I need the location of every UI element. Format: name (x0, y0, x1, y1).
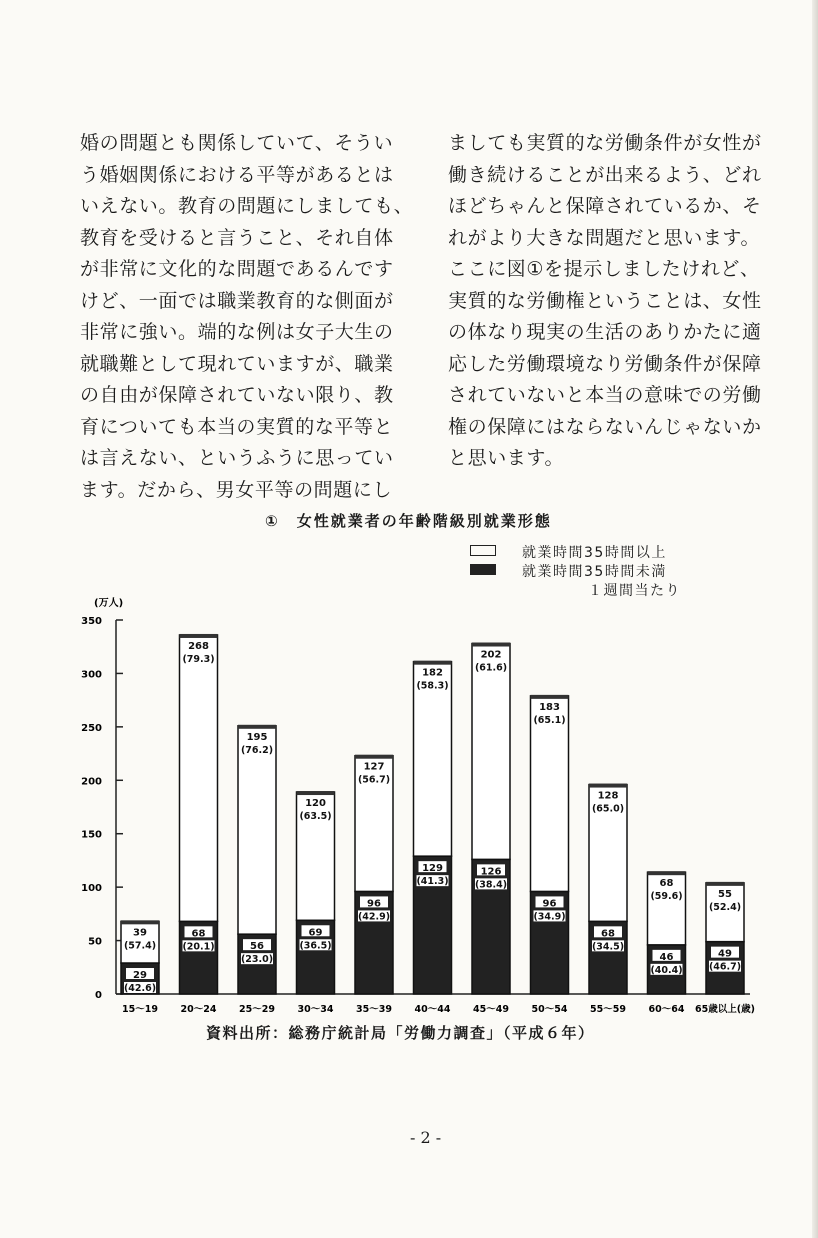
x-tick-label: 15～19 (122, 1004, 158, 1015)
bar-percent-under-35h: (41.3) (416, 876, 449, 888)
bar-label-35h-or-more: 68 (659, 878, 674, 890)
text-line: 育についても本当の実質的な平等と (80, 415, 394, 438)
body-text-left-column (80, 128, 420, 506)
bar-label-under-35h: 46 (659, 951, 674, 963)
bar-label-35h-or-more: 183 (539, 701, 560, 713)
bar-percent-35h-or-more: (57.4) (123, 940, 157, 952)
bar-label-under-35h: 49 (718, 948, 732, 960)
bar-percent-under-35h: (38.4) (474, 879, 508, 891)
bar-label-35h-or-more: 55 (718, 888, 732, 900)
bar-35h-or-more (472, 644, 510, 860)
x-tick-label: 50～54 (531, 1004, 568, 1015)
bar-label-under-35h: 69 (308, 927, 323, 939)
bar-label-under-35h: 56 (250, 941, 264, 953)
text-line: が非常に文化的な問題であるんです (80, 258, 394, 280)
bar-top-edge (297, 791, 335, 795)
bar-top-edge (355, 755, 393, 759)
y-tick-label: 100 (81, 883, 102, 895)
text-line: と思います。 (448, 447, 565, 469)
bar-top-edge (121, 920, 159, 924)
y-tick-label: 300 (81, 669, 102, 681)
y-axis-label: (万人) (94, 598, 124, 609)
text-line: 就職難として現れていますが、職業 (80, 352, 394, 375)
y-tick-label: 200 (81, 776, 102, 788)
bar-percent-under-35h: (40.4) (650, 964, 683, 976)
bar-label-35h-or-more: 39 (133, 927, 147, 939)
text-line: は言えない、というふうに思ってい (80, 447, 394, 469)
bar-percent-under-35h: (42.9) (357, 911, 391, 923)
chart-source: 資料出所：総務庁統計局「労働力調査」（平成６年） (206, 1024, 595, 1042)
bar-percent-35h-or-more: (76.2) (240, 744, 274, 756)
text-line: ましても実質的な労働条件が女性が (448, 132, 762, 154)
body-text-right-column (448, 128, 788, 475)
legend-note: １週間当たり (588, 583, 681, 599)
bar-label-35h-or-more: 268 (188, 640, 209, 652)
text-line: 権の保障にはならないんじゃないか (448, 415, 762, 438)
bar-top-edge (180, 634, 218, 638)
bar-percent-35h-or-more: (56.7) (357, 774, 391, 786)
text-line: ここに図①を提示しましたけれど、 (448, 258, 760, 280)
legend-label-under-35h: 就業時間35時間未満 (522, 564, 667, 580)
text-line: 応した労働環境なり労働条件が保障 (448, 352, 762, 375)
y-tick-label: 250 (81, 722, 102, 734)
x-tick-label: 45～49 (473, 1004, 509, 1015)
stacked-bar-chart (60, 590, 760, 1020)
text-line: されていないと本当の意味での労働 (448, 384, 762, 406)
chart-title: ① 女性就業者の年齢階級別就業形態 (265, 512, 552, 530)
bar-percent-under-35h: (42.6) (123, 983, 157, 995)
bar-label-35h-or-more: 128 (597, 790, 619, 802)
page-edge-shadow (812, 0, 818, 1238)
y-tick-label: 0 (95, 990, 102, 1001)
bar-percent-35h-or-more: (63.5) (299, 811, 332, 823)
x-tick-label: 20～24 (180, 1004, 217, 1015)
bar-top-edge (706, 882, 744, 886)
legend-label-35h-or-more: 就業時間35時間以上 (522, 545, 667, 561)
y-tick-label: 350 (81, 616, 102, 627)
x-tick-label: 65歳以上(歳) (695, 1004, 755, 1015)
y-tick-label: 150 (81, 829, 102, 841)
bar-label-under-35h: 68 (601, 928, 615, 940)
bar-percent-35h-or-more: (59.6) (650, 891, 683, 903)
bar-35h-or-more (180, 635, 218, 921)
text-line: 婚の問題とも関係していて、そうい (80, 132, 394, 154)
x-tick-label: 40～44 (414, 1004, 451, 1015)
bar-top-edge (589, 784, 627, 788)
y-tick-label: 50 (88, 936, 102, 948)
bar-percent-under-35h: (34.9) (533, 911, 566, 923)
bar-percent-35h-or-more: (58.3) (416, 680, 449, 692)
bar-top-edge (531, 695, 569, 699)
bar-label-under-35h: 126 (480, 866, 502, 878)
bar-top-edge (472, 643, 510, 647)
bar-label-35h-or-more: 127 (363, 761, 385, 773)
text-line: 非常に強い。端的な例は女子大生の (80, 321, 394, 343)
text-line: 働き続けることが出来るよう、どれ (448, 163, 762, 186)
x-tick-label: 25～29 (239, 1004, 275, 1015)
bar-percent-under-35h: (36.5) (299, 940, 332, 952)
legend-swatch-white (470, 545, 496, 556)
bar-percent-under-35h: (34.5) (591, 941, 625, 953)
bar-label-under-35h: 129 (422, 863, 443, 875)
bar-label-35h-or-more: 195 (246, 731, 268, 743)
text-line: ほどちゃんと保障されているか、そ (448, 195, 762, 217)
bar-label-under-35h: 96 (367, 898, 381, 910)
text-line: 実質的な労働権ということは、女性 (448, 289, 762, 312)
bar-percent-35h-or-more: (79.3) (182, 653, 215, 665)
text-line: れがより大きな問題だと思います。 (448, 226, 761, 249)
bar-percent-35h-or-more: (61.6) (474, 662, 508, 674)
bar-35h-or-more (238, 726, 276, 934)
x-tick-label: 30～34 (297, 1004, 334, 1015)
text-line: ます。だから、男女平等の問題にし (80, 478, 393, 501)
bar-label-35h-or-more: 120 (305, 798, 326, 810)
bar-label-35h-or-more: 202 (480, 649, 502, 661)
bar-label-under-35h: 29 (133, 970, 147, 982)
text-line: 教育を受けると言うこと、それ自体 (80, 226, 394, 249)
bar-percent-under-35h: (20.1) (182, 941, 215, 953)
x-tick-label: 55～59 (590, 1004, 626, 1015)
bar-top-edge (648, 871, 686, 875)
legend-swatch-black (470, 564, 496, 575)
bar-label-under-35h: 68 (191, 928, 206, 940)
text-line: の自由が保障されていない限り、教 (80, 384, 394, 406)
x-tick-label: 35～39 (356, 1004, 392, 1015)
bar-percent-35h-or-more: (65.0) (591, 803, 625, 815)
bar-percent-35h-or-more: (52.4) (708, 901, 742, 913)
bar-top-edge (238, 725, 276, 729)
bar-percent-under-35h: (23.0) (240, 954, 274, 966)
bar-label-under-35h: 96 (542, 898, 557, 910)
bar-percent-35h-or-more: (65.1) (533, 714, 566, 726)
bar-top-edge (414, 661, 452, 665)
text-line: けど、一面では職業教育的な側面が (80, 289, 394, 312)
page-number: - 2 - (410, 1128, 442, 1147)
text-line: う婚姻関係における平等があるとは (80, 163, 394, 186)
bar-percent-under-35h: (46.7) (708, 961, 742, 973)
text-line: いえない。教育の問題にしましても、 (80, 195, 414, 217)
x-tick-label: 60～64 (648, 1004, 685, 1015)
bar-label-35h-or-more: 182 (422, 667, 443, 679)
text-line: の体なり現実の生活のありかたに適 (448, 321, 762, 343)
